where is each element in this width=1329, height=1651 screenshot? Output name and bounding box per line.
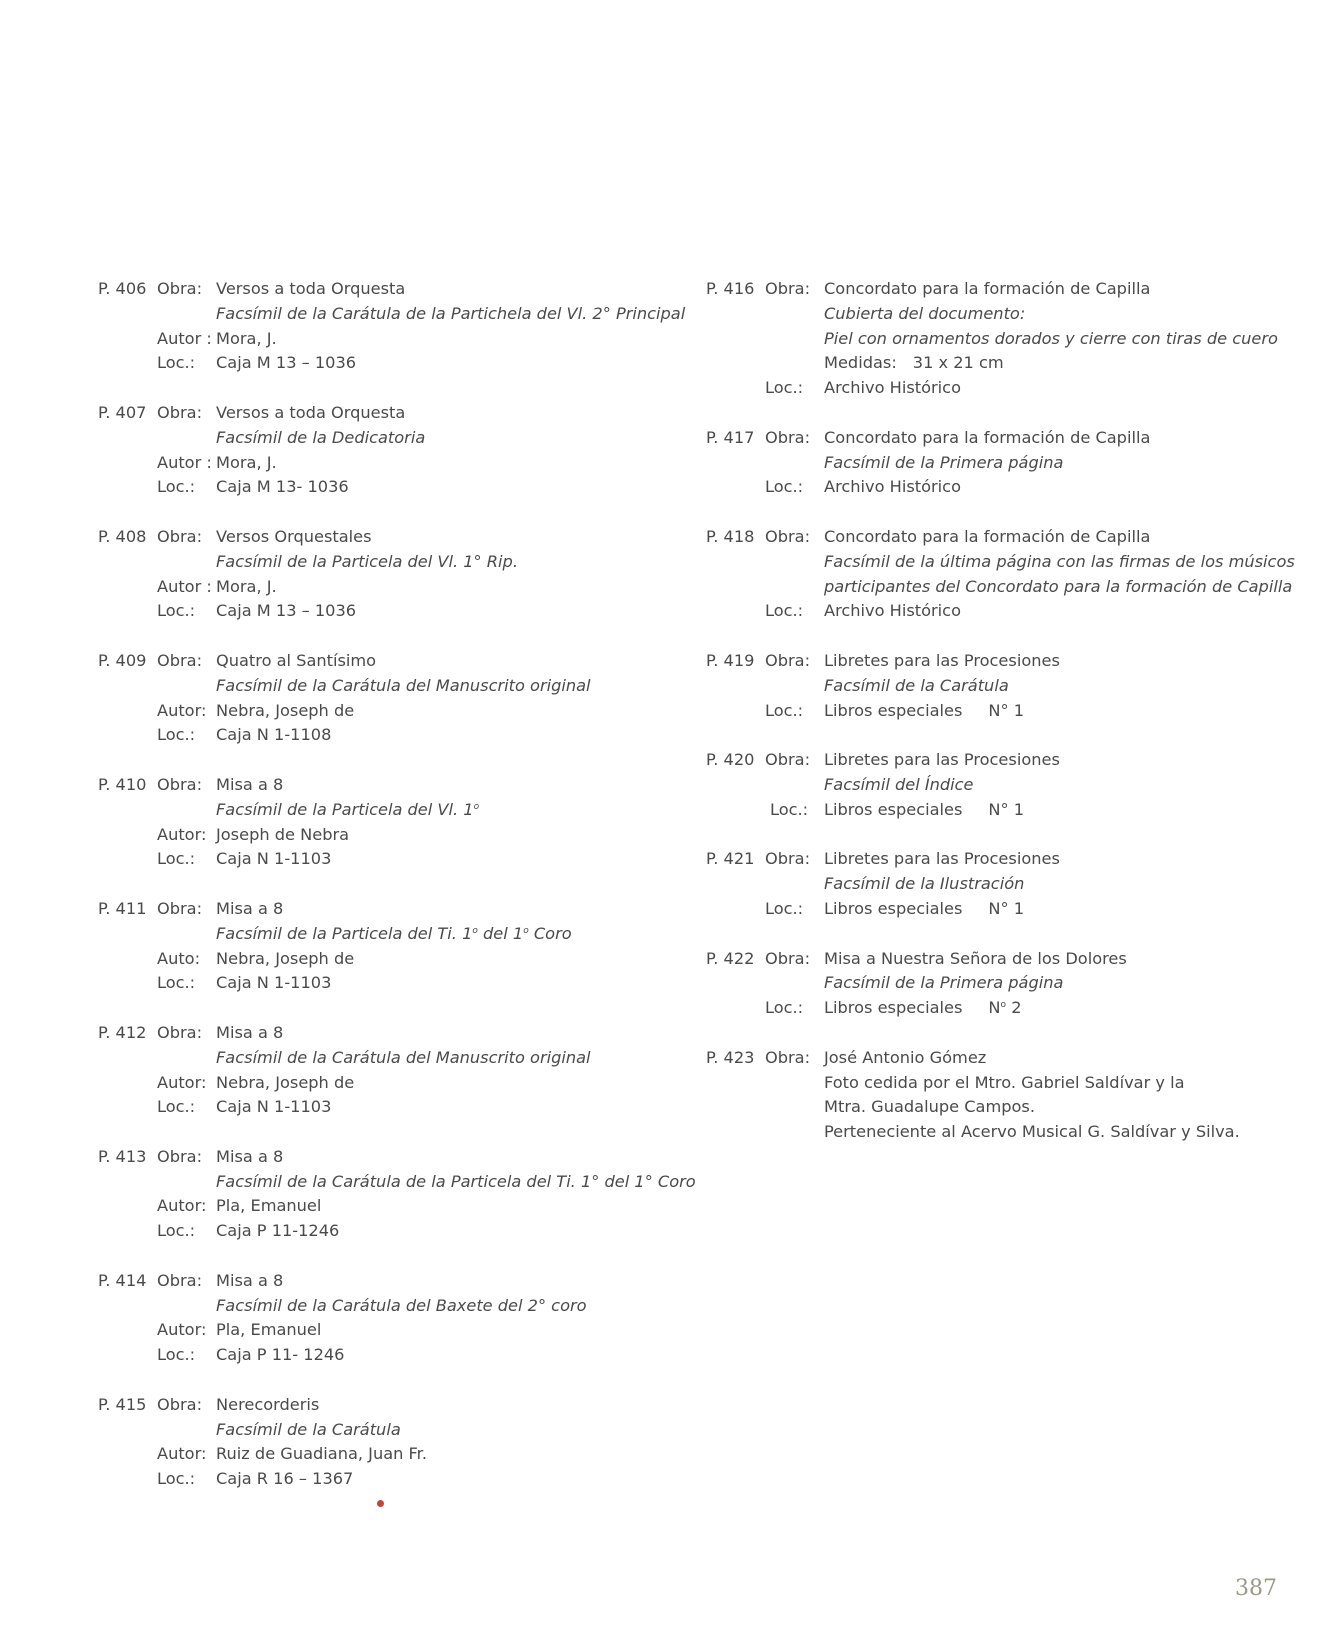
obra-title: Quatro al Santísimo (216, 650, 377, 670)
loc-value: Caja N 1-1108 (216, 725, 332, 745)
page-ref: P. 407 (98, 402, 147, 422)
obra-label: Obra: (157, 1146, 203, 1166)
loc-label: Loc.: (157, 1345, 196, 1365)
loc-value: Libros especiales N° 1 (824, 700, 1025, 720)
obra-label: Obra: (157, 1394, 203, 1414)
catalog-entry (706, 525, 1306, 624)
page-ref: P. 413 (98, 1146, 147, 1166)
obra-title: Concordato para la formación de Capilla (824, 279, 1151, 298)
catalog-entry (98, 525, 658, 624)
autor-value: Pla, Emanuel (216, 1196, 322, 1216)
catalog-entry (98, 401, 658, 500)
loc-label: Loc.: (157, 601, 196, 621)
loc-value: Caja M 13 – 1036 (216, 353, 357, 373)
loc-value: Caja P 11-1246 (216, 1221, 340, 1241)
page-ref: P. 423 (706, 1047, 755, 1067)
obra-label: Obra: (157, 774, 203, 794)
obra-label: Obra: (765, 526, 811, 546)
autor-value: Nebra, Joseph de (216, 700, 355, 720)
obra-description: Piel con ornamentos dorados y cierre con tiras de cuero (824, 328, 1278, 348)
loc-value: Libros especiales N° 1 (824, 898, 1025, 918)
medidas-label: Medidas: (824, 353, 897, 373)
page-ref: P. 420 (706, 750, 755, 770)
obra-title: Misa a 8 (216, 1022, 284, 1042)
catalog-entry (706, 277, 1306, 401)
loc-label: Loc.: (157, 353, 196, 373)
loc-label: Loc.: (765, 998, 804, 1018)
obra-description: Facsímil de la Particela del Vl. 1$^o$ (216, 799, 480, 819)
obra-title: Misa a 8 (216, 898, 284, 918)
obra-description: Facsímil de la Dedicatoria (216, 427, 426, 447)
page-ref: P. 415 (98, 1394, 147, 1414)
photo-credit: Mtra. Guadalupe Campos. (824, 1097, 1035, 1117)
obra-description: Facsímil de la Particela del Vl. 1° Rip. (216, 551, 518, 571)
obra-description: Facsímil de la Carátula de la Partichela del Vl. 2° Principal (216, 303, 686, 323)
obra-description: Facsímil de la Primera página (824, 452, 1064, 472)
obra-description: Facsímil de la Primera página (824, 973, 1064, 993)
page-ref: P. 409 (98, 650, 147, 670)
obra-label: Obra: (157, 898, 203, 918)
obra-title: Concordato para la formación de Capilla (824, 526, 1151, 546)
loc-value: Caja N 1-1103 (216, 1097, 332, 1117)
autor-label: Autor : (157, 328, 212, 348)
obra-description: Facsímil de la Carátula del Manuscrito original (216, 1047, 591, 1067)
loc-label: Loc.: (770, 799, 809, 819)
obra-title: Misa a Nuestra Señora de los Dolores (824, 948, 1127, 968)
obra-title: Concordato para la formación de Capilla (824, 427, 1151, 447)
photo-credit: Perteneciente al Acervo Musical G. Saldívar y Silva. (824, 1122, 1240, 1142)
loc-number: $N^o$ 2 (988, 998, 1022, 1018)
autor-value: Pla, Emanuel (216, 1320, 322, 1340)
autor-label: Autor : (157, 452, 212, 472)
loc-value: Caja N 1-1103 (216, 849, 332, 869)
obra-description: Facsímil de la Carátula del Baxete del 2° coro (216, 1295, 587, 1315)
catalog-entry (706, 649, 1306, 723)
catalog-entry (98, 1145, 696, 1244)
obra-label: Obra: (157, 1022, 203, 1042)
loc-number: N° 1 (988, 700, 1025, 720)
obra-title: Libretes para las Procesiones (824, 849, 1060, 869)
medidas (824, 351, 1004, 376)
obra-description: Facsímil del Índice (824, 774, 974, 794)
obra-description: Facsímil de la Carátula de la Particela del Ti. 1° del 1° Coro (216, 1171, 696, 1191)
medidas-value: 31 x 21 cm (912, 353, 1004, 373)
page-ref: P. 412 (98, 1022, 147, 1042)
catalog-entry (706, 1046, 1306, 1145)
obra-label: Obra: (157, 526, 203, 546)
catalog-entry (706, 947, 1306, 1021)
obra-description: Facsímil de la Carátula del Manuscrito original (216, 675, 591, 695)
page-ref: P. 406 (98, 279, 147, 298)
autor-label: Autor: (157, 1444, 207, 1464)
obra-description: Facsímil de la Ilustración (824, 874, 1025, 894)
obra-label: Obra: (765, 750, 811, 770)
obra-label: Obra: (157, 1270, 203, 1290)
page-ref: P. 419 (706, 650, 755, 670)
obra-title: Libretes para las Procesiones (824, 750, 1060, 770)
catalog-entry (706, 847, 1306, 921)
photo-credit: Foto cedida por el Mtro. Gabriel Saldívar y la (824, 1072, 1185, 1092)
autor-value: Joseph de Nebra (216, 824, 350, 844)
obra-title: Libretes para las Procesiones (824, 650, 1060, 670)
loc-value: Archivo Histórico (824, 601, 961, 621)
autor-value: Ruiz de Guadiana, Juan Fr. (216, 1444, 427, 1464)
catalog-entry (98, 1269, 658, 1368)
loc-label: Loc.: (157, 725, 196, 745)
obra-description: Facsímil de la Carátula (824, 675, 1009, 695)
autor-label: Autor: (157, 1196, 207, 1216)
autor-value: Mora, J. (216, 576, 277, 596)
page-ref: P. 422 (706, 948, 755, 968)
loc-value: Caja N 1-1103 (216, 973, 332, 993)
loc-label: Loc.: (765, 477, 804, 497)
obra-title: Versos a toda Orquesta (216, 402, 406, 422)
page-ref: P. 408 (98, 526, 147, 546)
obra-title: Misa a 8 (216, 1146, 284, 1166)
page-ref: P. 414 (98, 1270, 147, 1290)
obra-description: participantes del Concordato para la formación de Capilla (824, 576, 1293, 596)
catalog-entry (706, 748, 1306, 822)
autor-label: Autor: (157, 824, 207, 844)
loc-label: Loc.: (765, 898, 804, 918)
obra-label: Obra: (157, 279, 203, 298)
loc-label: Loc.: (157, 973, 196, 993)
page-ref: P. 410 (98, 774, 147, 794)
catalog-entry (98, 649, 658, 748)
obra-title: Versos Orquestales (216, 526, 372, 546)
loc-value: Archivo Histórico (824, 477, 961, 497)
loc-value: Caja M 13- 1036 (216, 477, 349, 497)
loc-label: Loc.: (157, 849, 196, 869)
loc-label: Loc.: (765, 378, 804, 398)
autor-value: Nebra, Joseph de (216, 948, 355, 968)
autor-value: Mora, J. (216, 452, 277, 472)
autor-label: Autor: (157, 1320, 207, 1340)
autor-label: Autor: (157, 700, 207, 720)
page-ref: P. 416 (706, 279, 755, 298)
left-column (98, 277, 696, 1517)
obra-title: Nerecorderis (216, 1394, 320, 1414)
loc-value: Archivo Histórico (824, 378, 961, 398)
decorative-dot (377, 1500, 384, 1507)
obra-label: Obra: (157, 402, 203, 422)
autor-value: Mora, J. (216, 328, 277, 348)
loc-value: Caja R 16 – 1367 (216, 1469, 354, 1489)
loc-label: Loc.: (765, 700, 804, 720)
obra-label: Obra: (765, 849, 811, 869)
catalog-entry (98, 1021, 658, 1120)
autor-label: Auto: (157, 948, 201, 968)
obra-title: Versos a toda Orquesta (216, 279, 406, 298)
page-ref: P. 421 (706, 849, 755, 869)
loc-label: Loc.: (157, 477, 196, 497)
catalog-entry (98, 277, 686, 376)
obra-title: Misa a 8 (216, 1270, 284, 1290)
catalog-entry (706, 426, 1306, 500)
loc-number: N° 1 (988, 898, 1025, 918)
catalog-entry (98, 897, 658, 996)
obra-label: Obra: (765, 1047, 811, 1067)
obra-title: José Antonio Gómez (824, 1047, 987, 1067)
obra-label: Obra: (765, 427, 811, 447)
obra-label: Obra: (765, 279, 811, 298)
loc-label: Loc.: (157, 1097, 196, 1117)
obra-description: Cubierta del documento: (824, 303, 1026, 323)
obra-label: Obra: (157, 650, 203, 670)
loc-value: Caja P 11- 1246 (216, 1345, 345, 1365)
autor-label: Autor: (157, 1072, 207, 1092)
obra-label: Obra: (765, 948, 811, 968)
loc-value: Caja M 13 – 1036 (216, 601, 357, 621)
loc-number: N° 1 (988, 799, 1025, 819)
page-ref: P. 418 (706, 526, 755, 546)
obra-title: Misa a 8 (216, 774, 284, 794)
loc-label: Loc.: (765, 601, 804, 621)
page-ref: P. 417 (706, 427, 755, 447)
loc-value: Libros especiales $N^o$ 2 (824, 998, 1022, 1018)
page-ref: P. 411 (98, 898, 147, 918)
autor-value: Nebra, Joseph de (216, 1072, 355, 1092)
obra-label: Obra: (765, 650, 811, 670)
catalog-entry (98, 1393, 658, 1492)
page-number: 387 (1235, 1576, 1277, 1601)
loc-label: Loc.: (157, 1221, 196, 1241)
obra-description: Facsímil de la última página con las firmas de los músicos (824, 551, 1295, 571)
loc-label: Loc.: (157, 1469, 196, 1489)
obra-description: Facsímil de la Particela del Ti. 1$^o$ del 1$^o$ Coro (216, 923, 572, 943)
catalog-entry (98, 773, 658, 872)
right-column (706, 277, 1306, 1170)
autor-label: Autor : (157, 576, 212, 596)
obra-description: Facsímil de la Carátula (216, 1419, 401, 1439)
loc-value: Libros especiales N° 1 (824, 799, 1025, 819)
